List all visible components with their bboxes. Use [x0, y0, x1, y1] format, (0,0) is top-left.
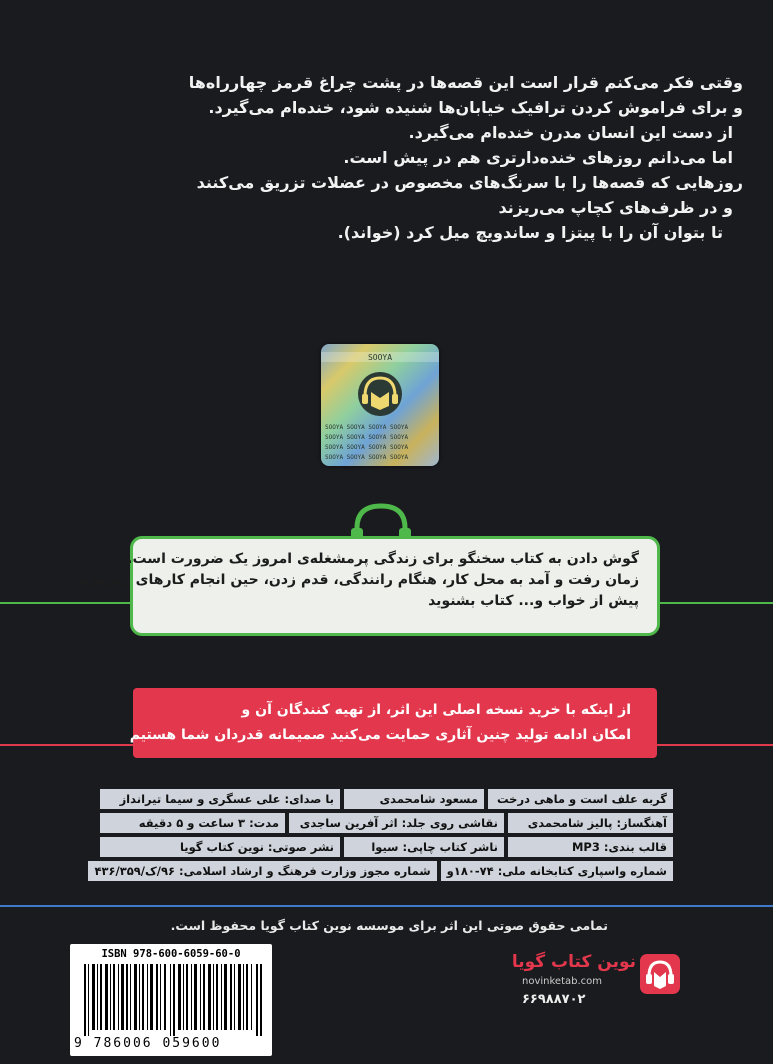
credit-narrators: با صدای: علی عسگری و سیما تیرانداز — [100, 789, 340, 809]
publisher-logo — [511, 952, 688, 1052]
credit-composer: آهنگساز: پالیز شامحمدی — [508, 813, 673, 833]
publisher-website: novinketab.com — [522, 976, 603, 987]
poem-line: وقتی فکر می‌کنم قرار است این قصه‌ها در پشت چراغ قرمز چهارراه‌ها — [188, 73, 743, 92]
poem-line: اما می‌دانم روزهای خنده‌دارتری هم در پیش است. — [343, 148, 733, 167]
credit-author: مسعود شامحمدی — [344, 789, 484, 809]
credits-row — [100, 789, 673, 809]
publisher-name: نوین کتاب گویا — [511, 952, 636, 972]
hologram-pattern: SOOYA SOOYA SOOYA SOOYA — [325, 424, 409, 431]
credits-row — [94, 861, 673, 881]
publisher-phone: ۶۶۹۸۸۷۰۲ — [522, 992, 586, 1007]
credit-print-publisher: ناشر کتاب چاپی: سیوا — [344, 837, 504, 857]
poem-line: و در ظرف‌های کچاپ می‌ریزند — [498, 198, 733, 217]
credits-row — [100, 813, 673, 833]
poem-text — [23, 70, 743, 245]
credit-title: گربه علف است و ماهی درخت — [488, 789, 673, 809]
credit-library-number: شماره واسپاری کتابخانه ملی: ۷۴-۱۸۰و — [441, 861, 673, 881]
publisher-mark-icon — [640, 954, 680, 994]
poem-line: روزهایی که قصه‌ها را با سرنگ‌های مخصوص در عضلات تزریق می‌کنند — [196, 173, 743, 192]
isbn-number: ISBN 978-600-6059-60-0 — [101, 948, 241, 960]
hologram-pattern: SOOYA SOOYA SOOYA SOOYA — [325, 444, 409, 451]
barcode — [70, 944, 272, 1056]
poem-line: و برای فراموش کردن ترافیک خیابان‌ها شنیده شود، خنده‌ام می‌گیرد. — [208, 98, 743, 117]
poem-line: تا بتوان آن را با پیتزا و ساندویچ میل کرد (خواند). — [337, 223, 723, 242]
barcode-digits: 9 786006 059600 — [74, 1036, 222, 1051]
hologram-brand: SOOYA — [367, 353, 393, 362]
poem-line: از دست این انسان مدرن خنده‌ام می‌گیرد. — [408, 123, 733, 142]
audio-note-line: پیش از خواب و... کتاب بشنوید — [428, 593, 639, 609]
barcode-bars-icon — [84, 964, 262, 1036]
support-line: امکان ادامه تولید چنین آثاری حمایت می‌کنید صمیمانه قدردان شما هستیم — [129, 727, 631, 743]
hologram-pattern: SOOYA SOOYA SOOYA SOOYA — [325, 434, 409, 441]
credit-cover-art: نقاشی روی جلد: اثر آفرین ساجدی — [289, 813, 504, 833]
support-line: از اینکه با خرید نسخه اصلی این اثر، از تهیه کنندگان آن و — [241, 702, 631, 718]
support-message — [129, 688, 657, 758]
audio-note-line: زمان رفت و آمد به محل کار، هنگام رانندگی، قدم زدن، حین انجام کارهای روزمره، — [75, 572, 639, 588]
credit-duration: مدت: ۳ ساعت و ۵ دقیقه — [100, 813, 285, 833]
credits-table — [94, 789, 673, 885]
credit-license-number: شماره مجوز وزارت فرهنگ و ارشاد اسلامی: ۹۶/ک/۴۳۶/۳۵۹ — [88, 861, 436, 881]
audio-note-line: گوش دادن به کتاب سخنگو برای زندگی پرمشغله‌ی امروز یک ضرورت است. — [127, 551, 639, 567]
copyright-notice: تمامی حقوق صوتی این اثر برای موسسه نوین کتاب گویا محفوظ است. — [170, 918, 608, 933]
audio-book-note — [75, 536, 660, 636]
credit-format: قالب بندی: MP3 — [508, 837, 673, 857]
hologram-pattern: SOOYA SOOYA SOOYA SOOYA — [325, 454, 409, 461]
blue-divider — [0, 905, 773, 907]
credit-audio-publisher: نشر صوتی: نوین کتاب گویا — [100, 837, 340, 857]
hologram-sticker — [321, 344, 439, 466]
credits-row — [100, 837, 673, 857]
